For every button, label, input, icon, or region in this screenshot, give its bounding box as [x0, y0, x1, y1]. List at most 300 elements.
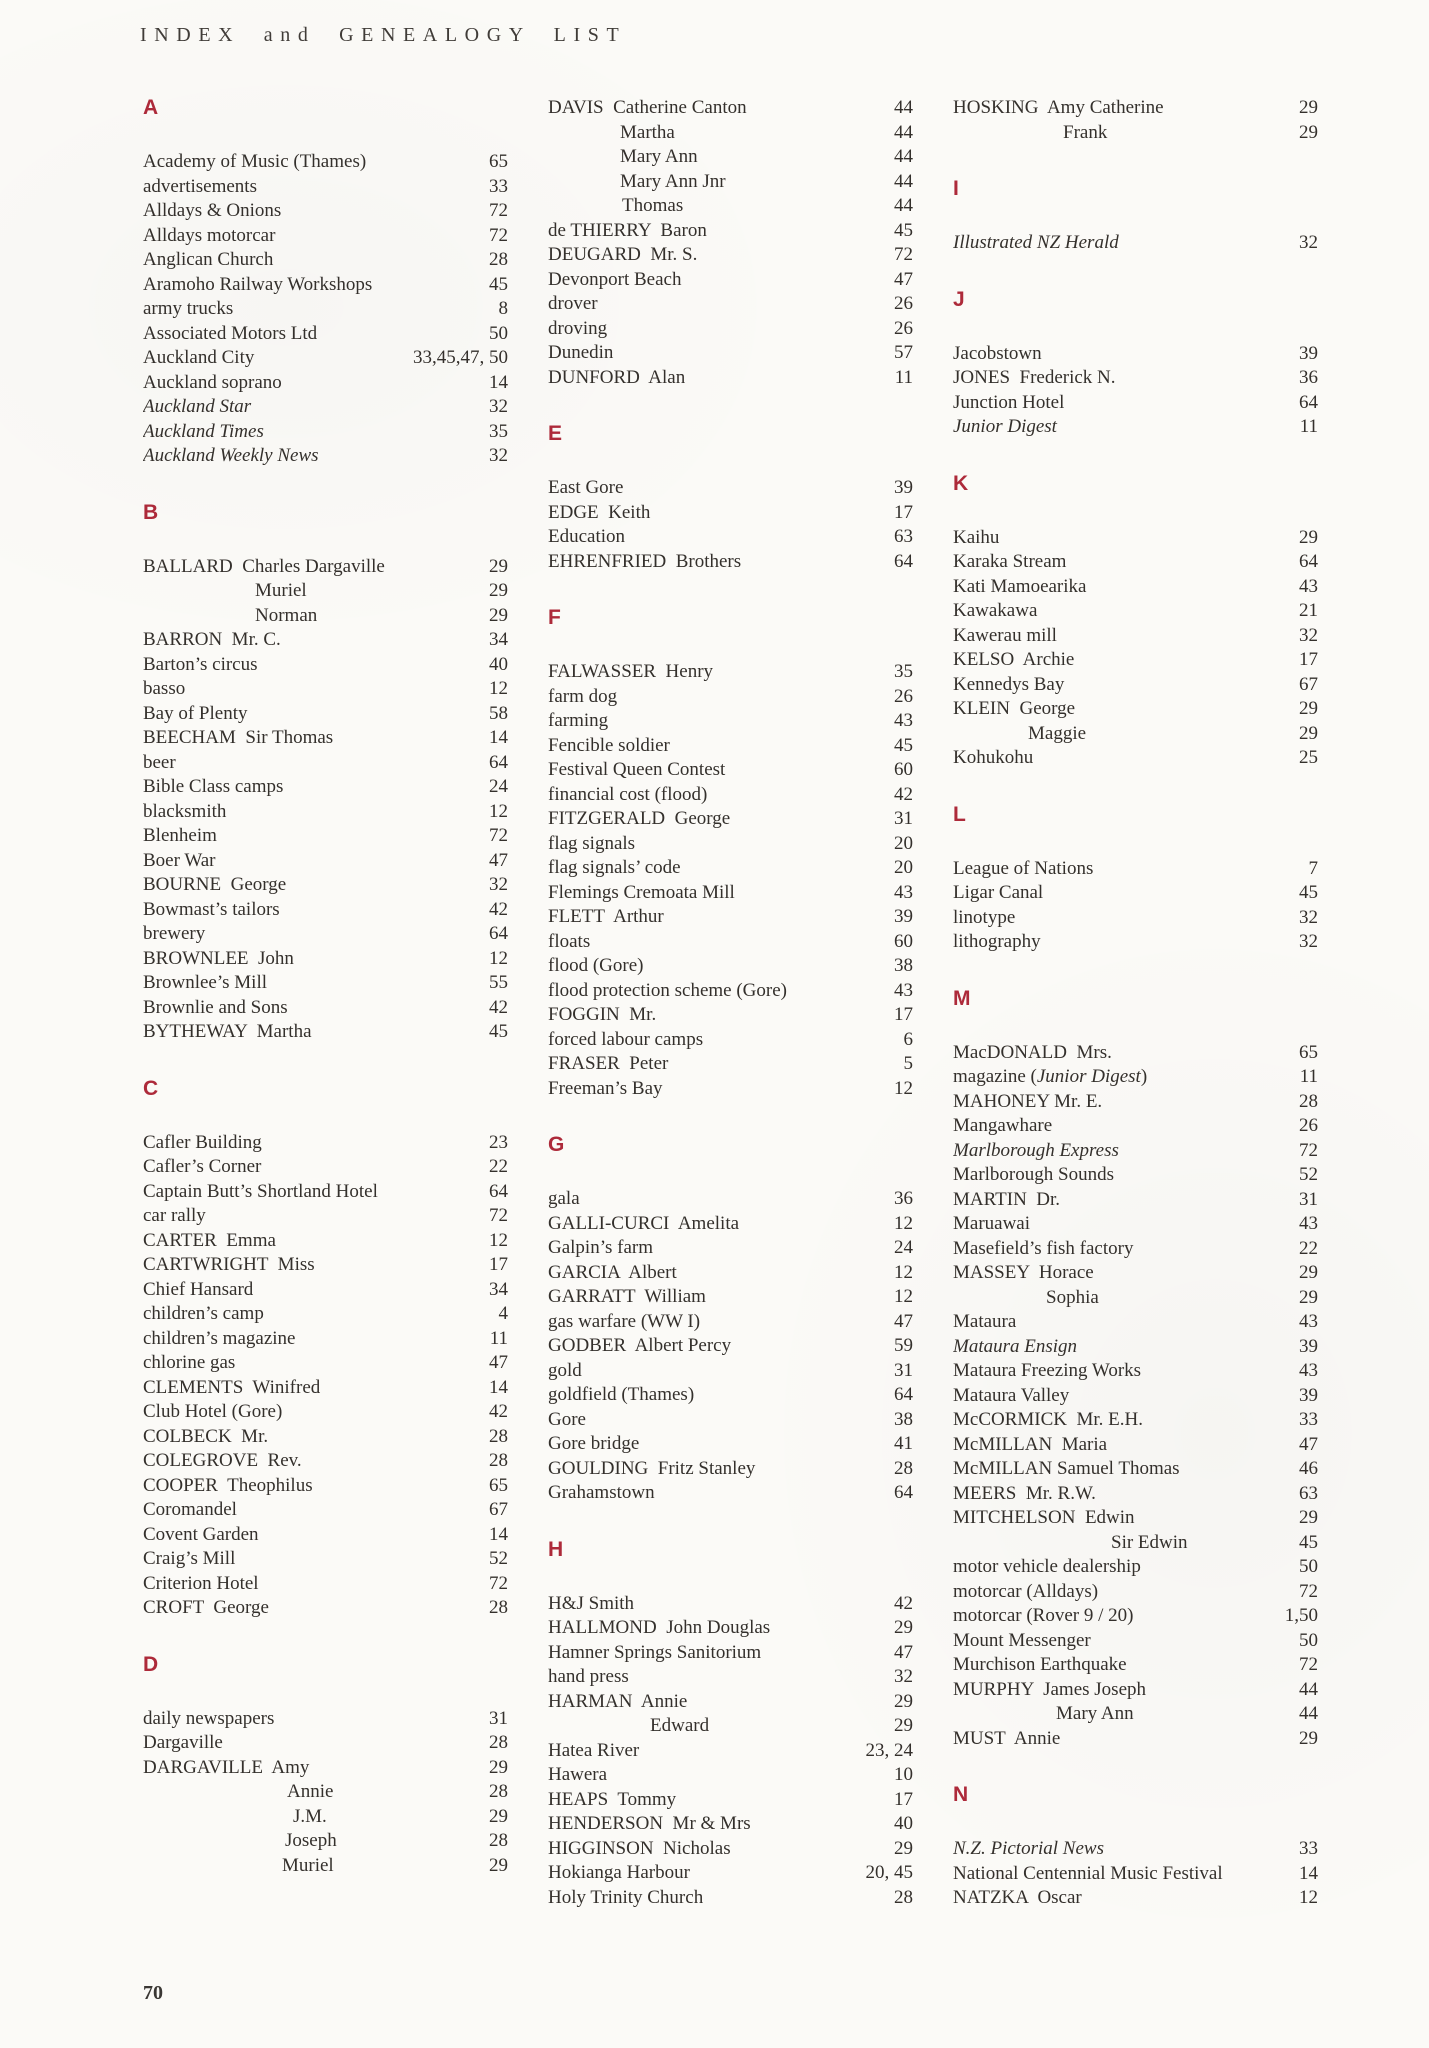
entry-page-number: 47	[1299, 1433, 1318, 1455]
entry-page-number: 28	[894, 1457, 913, 1479]
entry-page-number: 41	[894, 1433, 913, 1454]
index-entry	[143, 604, 508, 629]
entry-label: Auckland Star	[143, 396, 252, 417]
entry-page-number: 64	[1299, 551, 1318, 572]
index-entry	[548, 1052, 913, 1077]
entry-label: MASSEY Horace	[953, 1262, 1094, 1283]
entry-label: Junior Digest	[953, 416, 1057, 437]
index-entry	[953, 415, 1318, 440]
entry-page-number: 65	[489, 151, 508, 172]
entry-label: drover	[548, 293, 598, 314]
entry-label: Sophia	[1046, 1286, 1099, 1308]
entry-page-number: 29	[1299, 526, 1318, 548]
entry-label: NATZKA Oscar	[953, 1887, 1082, 1908]
entry-page-number: 59	[894, 1335, 913, 1356]
entry-page-number: 64	[489, 1180, 508, 1202]
entry-page-number: 8	[498, 298, 508, 319]
entry-label: Kohukohu	[953, 747, 1034, 768]
entry-label: H&J Smith	[548, 1592, 635, 1614]
entry-label: BYTHEWAY Martha	[143, 1021, 312, 1042]
entry-page-number: 29	[489, 580, 508, 601]
entry-page-number: 72	[894, 244, 913, 265]
entry-label: MARTIN Dr.	[953, 1188, 1061, 1210]
entry-page-number: 63	[894, 526, 913, 547]
index-entry	[953, 1678, 1318, 1703]
entry-page-number: 47	[894, 1641, 913, 1663]
entry-label: BEECHAM Sir Thomas	[143, 727, 334, 748]
entry-page-number: 26	[894, 293, 913, 314]
entry-label: droving	[548, 317, 608, 339]
entry-label: basso	[143, 678, 186, 699]
entry-label: Criterion Hotel	[143, 1572, 259, 1594]
entry-label: forced labour camps	[548, 1028, 704, 1050]
index-entry	[953, 697, 1318, 722]
entry-page-number: 46	[1299, 1458, 1318, 1479]
index-entry	[548, 856, 913, 881]
index-entry	[548, 1592, 913, 1617]
entry-label: Flemings Cremoata Mill	[548, 881, 735, 903]
entry-page-number: 72	[489, 825, 508, 846]
entry-label: Bay of Plenty	[143, 702, 248, 724]
entry-label: McMILLAN Samuel Thomas	[953, 1458, 1180, 1479]
entry-page-number: 47	[894, 1310, 913, 1332]
entry-label: car rally	[143, 1205, 206, 1226]
index-entry	[143, 775, 508, 800]
index-entry	[143, 1155, 508, 1180]
index-entry	[548, 550, 913, 575]
index-column-right	[953, 96, 1318, 1911]
entry-page-number: 72	[489, 224, 508, 246]
entry-page-number: 38	[894, 955, 913, 976]
index-entry	[548, 1383, 913, 1408]
index-entry	[143, 1229, 508, 1254]
index-entry	[143, 1854, 508, 1879]
entry-page-number: 24	[489, 776, 508, 797]
entry-label: gala	[548, 1188, 580, 1209]
entry-label: East Gore	[548, 477, 624, 498]
index-entry	[143, 1400, 508, 1425]
index-entry	[548, 1077, 913, 1102]
index-entry	[953, 1359, 1318, 1384]
entry-page-number: 33,45,47, 50	[413, 347, 508, 368]
entry-page-number: 12	[894, 1286, 913, 1307]
entry-label: Kati Mamoearika	[953, 575, 1087, 597]
entry-page-number: 44	[894, 97, 913, 118]
index-entry	[548, 758, 913, 783]
entry-label: MacDONALD Mrs.	[953, 1041, 1112, 1063]
entry-label: Education	[548, 526, 626, 547]
index-entry	[548, 1236, 913, 1261]
entry-label: FITZGERALD George	[548, 808, 731, 829]
entry-page-number: 33	[1299, 1409, 1318, 1430]
entry-label: farming	[548, 710, 609, 731]
entry-page-number: 32	[1299, 232, 1318, 253]
index-entry	[143, 322, 508, 347]
entry-page-number: 40	[894, 1813, 913, 1834]
entry-page-number: 32	[1299, 906, 1318, 928]
section-heading-e: E	[548, 422, 563, 445]
entry-label: FALWASSER Henry	[548, 661, 714, 682]
entry-page-number: 67	[489, 1499, 508, 1520]
entry-page-number: 45	[1299, 882, 1318, 903]
entry-page-number: 44	[894, 146, 913, 167]
index-entry	[953, 1408, 1318, 1433]
index-entry	[143, 898, 508, 923]
entry-label: Mary Ann	[1056, 1703, 1134, 1724]
entry-label: Dunedin	[548, 342, 614, 363]
entry-label: Jacobstown	[953, 342, 1042, 364]
entry-label: blacksmith	[143, 800, 227, 822]
index-entry	[548, 170, 913, 195]
index-entry	[143, 444, 508, 469]
index-entry	[953, 391, 1318, 416]
index-entry	[953, 1506, 1318, 1531]
index-entry	[143, 1302, 508, 1327]
index-entry	[953, 575, 1318, 600]
index-entry	[953, 906, 1318, 931]
index-entry	[143, 628, 508, 653]
entry-page-number: 31	[489, 1707, 508, 1729]
entry-label: Aramoho Railway Workshops	[143, 273, 373, 295]
index-entry	[953, 1139, 1318, 1164]
entry-page-number: 44	[894, 195, 913, 216]
entry-page-number: 4	[498, 1303, 508, 1324]
index-entry	[548, 1763, 913, 1788]
index-entry	[143, 1020, 508, 1045]
entry-page-number: 42	[894, 783, 913, 805]
section-heading-c: C	[143, 1076, 159, 1100]
index-entry	[548, 1481, 913, 1506]
index-column-middle	[548, 96, 913, 1910]
entry-label: Captain Butt’s Shortland Hotel	[143, 1180, 378, 1202]
entry-page-number: 23	[489, 1131, 508, 1153]
entry-page-number: 58	[489, 702, 508, 724]
entry-page-number: 43	[894, 881, 913, 903]
index-entry	[143, 1449, 508, 1474]
entry-page-number: 32	[489, 396, 508, 417]
entry-page-number: 1,50	[1284, 1605, 1318, 1626]
section-heading-i: I	[953, 177, 959, 200]
entry-label: GALLI-CURCI Amelita	[548, 1212, 740, 1234]
entry-page-number: 29	[894, 1715, 913, 1736]
entry-page-number: 39	[1299, 1384, 1318, 1406]
index-entry	[143, 824, 508, 849]
entry-label: HEAPS Tommy	[548, 1788, 677, 1810]
entry-page-number: 72	[489, 1572, 508, 1594]
entry-label: Coromandel	[143, 1499, 237, 1520]
entry-label: Boer War	[143, 849, 216, 871]
index-entry	[548, 1812, 913, 1837]
entry-page-number: 45	[894, 734, 913, 756]
entry-page-number: 63	[1299, 1482, 1318, 1504]
entry-label: Alldays & Onions	[143, 200, 282, 221]
entry-page-number: 17	[1299, 649, 1318, 670]
page-title: INDEX and GENEALOGY LIST	[140, 24, 627, 46]
section-heading-d: D	[143, 1652, 159, 1676]
entry-label: Mary Ann	[620, 146, 698, 167]
index-entry	[953, 1335, 1318, 1360]
entry-page-number: 47	[489, 849, 508, 871]
index-entry	[953, 1114, 1318, 1139]
entry-page-number: 29	[1299, 97, 1318, 118]
entry-page-number: 38	[894, 1408, 913, 1430]
entry-page-number: 28	[489, 249, 508, 270]
entry-page-number: 12	[489, 800, 508, 822]
index-entry	[143, 800, 508, 825]
entry-label: DUNFORD Alan	[548, 366, 686, 388]
entry-page-number: 47	[489, 1352, 508, 1373]
entry-page-number: 29	[894, 1690, 913, 1712]
index-entry	[953, 1261, 1318, 1286]
entry-page-number: 11	[1299, 416, 1318, 437]
entry-page-number: 29	[489, 555, 508, 577]
entry-label: linotype	[953, 906, 1016, 928]
entry-page-number: 50	[489, 322, 508, 344]
index-entry	[548, 807, 913, 832]
entry-label: CARTER Emma	[143, 1229, 276, 1251]
entry-label: daily newspapers	[143, 1707, 275, 1729]
entry-page-number: 6	[903, 1028, 913, 1050]
entry-page-number: 12	[489, 947, 508, 969]
entry-page-number: 43	[894, 979, 913, 1001]
entry-page-number: 60	[894, 930, 913, 952]
index-entry	[143, 1327, 508, 1352]
entry-page-number: 36	[894, 1188, 913, 1209]
entry-label: Academy of Music (Thames)	[143, 151, 367, 172]
index-entry	[548, 1028, 913, 1053]
index-entry	[143, 653, 508, 678]
section-heading-l: L	[953, 802, 966, 826]
entry-page-number: 35	[489, 420, 508, 442]
entry-page-number: 67	[1299, 673, 1318, 695]
index-entry	[953, 746, 1318, 771]
entry-label: National Centennial Music Festival	[953, 1862, 1223, 1884]
entry-page-number: 36	[1299, 367, 1318, 388]
entry-page-number: 28	[489, 1830, 508, 1851]
entry-label: Cafler’s Corner	[143, 1156, 262, 1177]
entry-label: motor vehicle dealership	[953, 1556, 1141, 1577]
entry-label: DARGAVILLE Amy	[143, 1756, 310, 1778]
index-entry	[953, 342, 1318, 367]
entry-page-number: 26	[894, 317, 913, 339]
index-entry	[143, 1829, 508, 1854]
index-entry	[143, 849, 508, 874]
index-entry	[953, 526, 1318, 551]
entry-page-number: 39	[894, 906, 913, 927]
entry-label: Alldays motorcar	[143, 224, 276, 246]
entry-page-number: 22	[489, 1156, 508, 1177]
entry-label: MEERS Mr. R.W.	[953, 1482, 1096, 1504]
entry-page-number: 12	[894, 1212, 913, 1234]
entry-label: EDGE Keith	[548, 501, 651, 523]
entry-label: Gore bridge	[548, 1433, 640, 1454]
entry-label: Grahamstown	[548, 1482, 655, 1503]
entry-label: Joseph	[285, 1830, 337, 1851]
index-entry	[143, 1572, 508, 1597]
entry-page-number: 65	[489, 1474, 508, 1496]
index-entry	[953, 1604, 1318, 1629]
entry-page-number: 45	[1299, 1531, 1318, 1553]
entry-label: Barton’s circus	[143, 653, 258, 675]
entry-page-number: 42	[489, 1401, 508, 1422]
entry-page-number: 45	[489, 1021, 508, 1042]
entry-label: BOURNE George	[143, 874, 287, 895]
entry-label: Karaka Stream	[953, 551, 1067, 572]
entry-label: GOULDING Fritz Stanley	[548, 1457, 756, 1479]
entry-label: GARCIA Albert	[548, 1261, 677, 1283]
index-entry	[143, 1547, 508, 1572]
entry-label: floats	[548, 930, 591, 952]
entry-page-number: 29	[489, 1756, 508, 1778]
entry-page-number: 39	[1299, 1335, 1318, 1357]
index-entry	[548, 979, 913, 1004]
entry-label: Blenheim	[143, 825, 217, 846]
index-entry	[143, 1707, 508, 1732]
entry-label: COLBECK Mr.	[143, 1425, 269, 1447]
entry-label: Kawerau mill	[953, 624, 1057, 646]
index-entry	[953, 1310, 1318, 1335]
entry-page-number: 28	[489, 1597, 508, 1618]
index-entry	[143, 555, 508, 580]
index-entry	[548, 1457, 913, 1482]
entry-label: McMILLAN Maria	[953, 1433, 1108, 1455]
entry-page-number: 12	[489, 678, 508, 699]
entry-page-number: 12	[894, 1261, 913, 1283]
section-heading-h: H	[548, 1537, 564, 1561]
entry-page-number: 64	[1299, 391, 1318, 413]
index-entry	[953, 648, 1318, 673]
index-entry	[548, 1285, 913, 1310]
entry-label: Murchison Earthquake	[953, 1654, 1127, 1675]
entry-label: FLETT Arthur	[548, 906, 664, 927]
index-entry	[548, 1310, 913, 1335]
index-entry	[548, 832, 913, 857]
entry-page-number: 45	[894, 219, 913, 241]
index-entry	[548, 905, 913, 930]
entry-label: Martha	[620, 121, 675, 143]
entry-page-number: 44	[894, 121, 913, 143]
index-entry	[548, 954, 913, 979]
entry-page-number: 72	[1299, 1139, 1318, 1161]
entry-label: Fencible soldier	[548, 734, 670, 756]
index-entry	[548, 734, 913, 759]
entry-page-number: 29	[894, 1617, 913, 1638]
entry-page-number: 29	[1299, 1507, 1318, 1528]
entry-label: Maruawai	[953, 1213, 1031, 1234]
index-entry	[548, 292, 913, 317]
entry-label: FOGGIN Mr.	[548, 1004, 657, 1025]
entry-page-number: 57	[894, 342, 913, 363]
entry-label: flood protection scheme (Gore)	[548, 979, 787, 1001]
index-entry	[143, 371, 508, 396]
entry-label: Festival Queen Contest	[548, 759, 726, 780]
entry-page-number: 29	[1299, 698, 1318, 719]
index-column-left	[143, 96, 508, 1878]
index-entry	[953, 1433, 1318, 1458]
entry-label: Freeman’s Bay	[548, 1077, 663, 1099]
entry-label: Devonport Beach	[548, 268, 682, 290]
entry-page-number: 40	[489, 653, 508, 675]
entry-label: Kawakawa	[953, 600, 1038, 621]
entry-page-number: 50	[1299, 1556, 1318, 1577]
index-entry	[548, 1408, 913, 1433]
index-entry	[548, 1788, 913, 1813]
entry-label: DEUGARD Mr. S.	[548, 244, 698, 265]
entry-label: Mataura Ensign	[953, 1335, 1078, 1357]
entry-label: gas warfare (WW I)	[548, 1310, 701, 1332]
entry-page-number: 17	[894, 501, 913, 523]
index-entry	[143, 751, 508, 776]
entry-page-number: 31	[1299, 1188, 1318, 1210]
entry-page-number: 72	[1299, 1654, 1318, 1675]
entry-label: Ligar Canal	[953, 882, 1044, 903]
entry-page-number: 31	[894, 1359, 913, 1381]
entry-page-number: 7	[1308, 857, 1318, 879]
entry-label: CLEMENTS Winifred	[143, 1376, 321, 1398]
entry-label: McCORMICK Mr. E.H.	[953, 1409, 1144, 1430]
section-heading-b: B	[143, 500, 159, 524]
entry-page-number: 12	[894, 1077, 913, 1099]
entry-page-number: 29	[894, 1837, 913, 1859]
index-entry	[953, 1065, 1318, 1090]
entry-label: HARMAN Annie	[548, 1690, 688, 1712]
entry-page-number: 25	[1299, 747, 1318, 768]
index-entry	[548, 194, 913, 219]
entry-page-number: 20, 45	[865, 1862, 913, 1883]
index-entry	[953, 673, 1318, 698]
index-entry	[548, 121, 913, 146]
entry-label: Annie	[287, 1781, 334, 1802]
index-entry	[548, 685, 913, 710]
page-number: 70	[143, 1982, 163, 2004]
entry-label: Kaihu	[953, 526, 1000, 548]
index-entry	[953, 121, 1318, 146]
entry-label: COLEGROVE Rev.	[143, 1450, 302, 1471]
index-entry	[953, 1702, 1318, 1727]
index-entry	[143, 1376, 508, 1401]
index-entry	[953, 1555, 1318, 1580]
entry-label: Auckland Weekly News	[143, 445, 319, 466]
entry-label: N.Z. Pictorial News	[953, 1838, 1104, 1859]
entry-label: Edward	[650, 1715, 710, 1736]
entry-label: JONES Frederick N.	[953, 367, 1116, 388]
entry-label: Marlborough Express	[953, 1139, 1119, 1161]
entry-page-number: 34	[489, 1278, 508, 1300]
entry-page-number: 11	[894, 366, 913, 388]
entry-label: magazine (Junior Digest)	[953, 1066, 1148, 1087]
entry-label: GARRATT William	[548, 1286, 706, 1307]
index-entry	[548, 709, 913, 734]
entry-page-number: 43	[1299, 575, 1318, 597]
entry-page-number: 28	[1299, 1090, 1318, 1112]
entry-page-number: 43	[1299, 1311, 1318, 1332]
entry-page-number: 28	[489, 1425, 508, 1447]
entry-page-number: 11	[1299, 1066, 1318, 1087]
index-entry	[143, 579, 508, 604]
index-entry	[143, 199, 508, 224]
entry-label: CARTWRIGHT Miss	[143, 1254, 315, 1275]
index-entry	[953, 881, 1318, 906]
index-entry	[548, 317, 913, 342]
entry-page-number: 44	[894, 170, 913, 192]
entry-label: Hamner Springs Sanitorium	[548, 1641, 762, 1663]
index-entry	[548, 219, 913, 244]
index-entry	[548, 1003, 913, 1028]
entry-label: Hawera	[548, 1764, 608, 1785]
index-entry	[548, 341, 913, 366]
index-entry	[548, 1212, 913, 1237]
index-entry	[953, 1188, 1318, 1213]
